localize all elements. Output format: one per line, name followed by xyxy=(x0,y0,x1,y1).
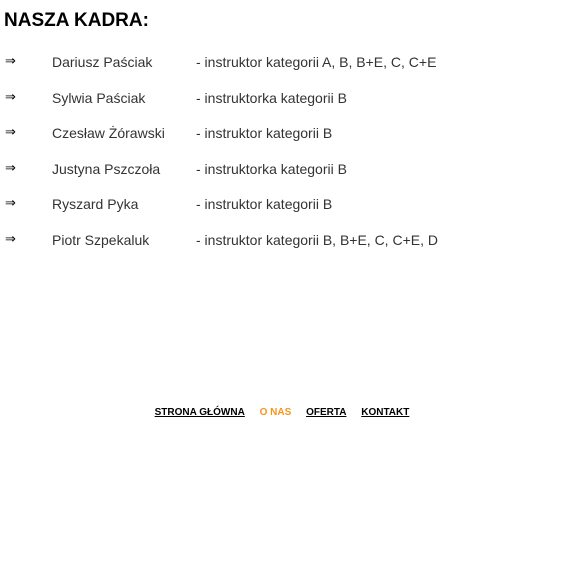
staff-name: Piotr Szpekaluk xyxy=(52,231,150,248)
staff-role: - instruktor kategorii B xyxy=(196,125,333,141)
staff-row xyxy=(0,86,564,122)
staff-row xyxy=(0,50,564,86)
staff-row xyxy=(0,121,564,157)
staff-role: - instruktorka kategorii B xyxy=(196,160,347,177)
staff-name: Sylwia Paściak xyxy=(52,89,146,106)
nav-link-home[interactable]: STRONA GŁÓWNA xyxy=(154,407,245,418)
nav-link-contact[interactable]: KONTAKT xyxy=(361,407,410,418)
staff-name: Czesław Żórawski xyxy=(52,125,165,141)
staff-name: Justyna Pszczoła xyxy=(52,160,161,177)
double-arrow-right-icon: ⇒ xyxy=(5,54,16,69)
staff-role: - instruktorka kategorii B xyxy=(196,89,347,106)
page-title: NASZA KADRA: xyxy=(4,10,149,31)
double-arrow-right-icon: ⇒ xyxy=(5,196,16,211)
double-arrow-right-icon: ⇒ xyxy=(5,89,16,105)
double-arrow-right-icon: ⇒ xyxy=(5,160,16,176)
nav-link-about[interactable]: O NAS xyxy=(259,407,292,418)
staff-role: - instruktor kategorii A, B, B+E, C, C+E xyxy=(196,54,437,70)
staff-name: Ryszard Pyka xyxy=(52,196,139,212)
staff-row xyxy=(0,157,564,193)
staff-role: - instruktor kategorii B xyxy=(196,196,333,212)
staff-name: Dariusz Paściak xyxy=(52,54,153,70)
staff-row xyxy=(0,192,564,228)
double-arrow-right-icon: ⇒ xyxy=(5,231,16,247)
staff-role: - instruktor kategorii B, B+E, C, C+E, D xyxy=(196,231,438,248)
staff-row xyxy=(0,228,564,264)
nav-link-offer[interactable]: OFERTA xyxy=(306,407,347,418)
double-arrow-right-icon: ⇒ xyxy=(5,125,16,140)
footer-nav xyxy=(0,404,564,422)
staff-list xyxy=(0,50,564,263)
